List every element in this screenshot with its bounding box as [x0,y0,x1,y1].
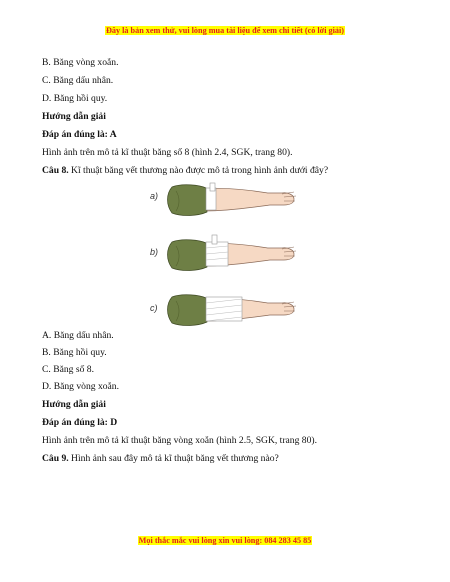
contact-footer-text: Mọi thắc mắc vui lòng xin vui lòng: 084 283 45 85 [138,536,312,545]
q8-option-d: D. Băng vòng xoắn. [42,381,120,392]
q8-option-b: B. Băng hồi quy. [42,347,107,358]
q7-solution-heading: Hướng dẫn giải [42,111,106,122]
q9-number: Câu 9. [42,453,69,464]
q8-number: Câu 8. [42,165,69,176]
contact-footer-banner [0,536,450,545]
q8-option-a: A. Băng dấu nhân. [42,330,114,341]
q8-answer: Đáp án đúng là: D [42,417,118,428]
bandage-c [206,297,242,321]
preview-notice-text: Đây là bản xem thử, vui lòng mua tài liệu để xem chi tiết (có lời giải) [105,26,344,35]
q9-question [42,453,279,464]
q8-text: Kĩ thuật băng vết thương nào được mô tả trong hình ảnh dưới đây? [68,165,329,176]
q8-question [42,165,328,176]
preview-notice-banner [0,26,450,35]
bandage-a [206,183,216,210]
q7-option-d: D. Băng hồi quy. [42,93,108,104]
q9-text: Hình ảnh sau đây mô tả kĩ thuật băng vết thương nào? [68,453,279,464]
figure-label-a: a) [150,191,159,201]
q8-explanation: Hình ảnh trên mô tả kĩ thuật băng vòng xoắn (hình 2.5, SGK, trang 80). [42,435,317,446]
figure-label-c: c) [150,303,158,313]
q7-answer: Đáp án đúng là: A [42,129,117,140]
q8-solution-heading: Hướng dẫn giải [42,399,106,410]
figure-label-b: b) [150,247,159,257]
bandage-figure [0,180,450,330]
q7-explanation: Hình ảnh trên mô tả kĩ thuật băng số 8 (hình 2.4, SGK, trang 80). [42,147,293,158]
q7-option-b: B. Băng vòng xoắn. [42,57,119,68]
bandage-b [206,235,228,266]
q7-option-c: C. Băng dấu nhân. [42,75,114,86]
q8-option-c: C. Băng số 8. [42,364,94,375]
